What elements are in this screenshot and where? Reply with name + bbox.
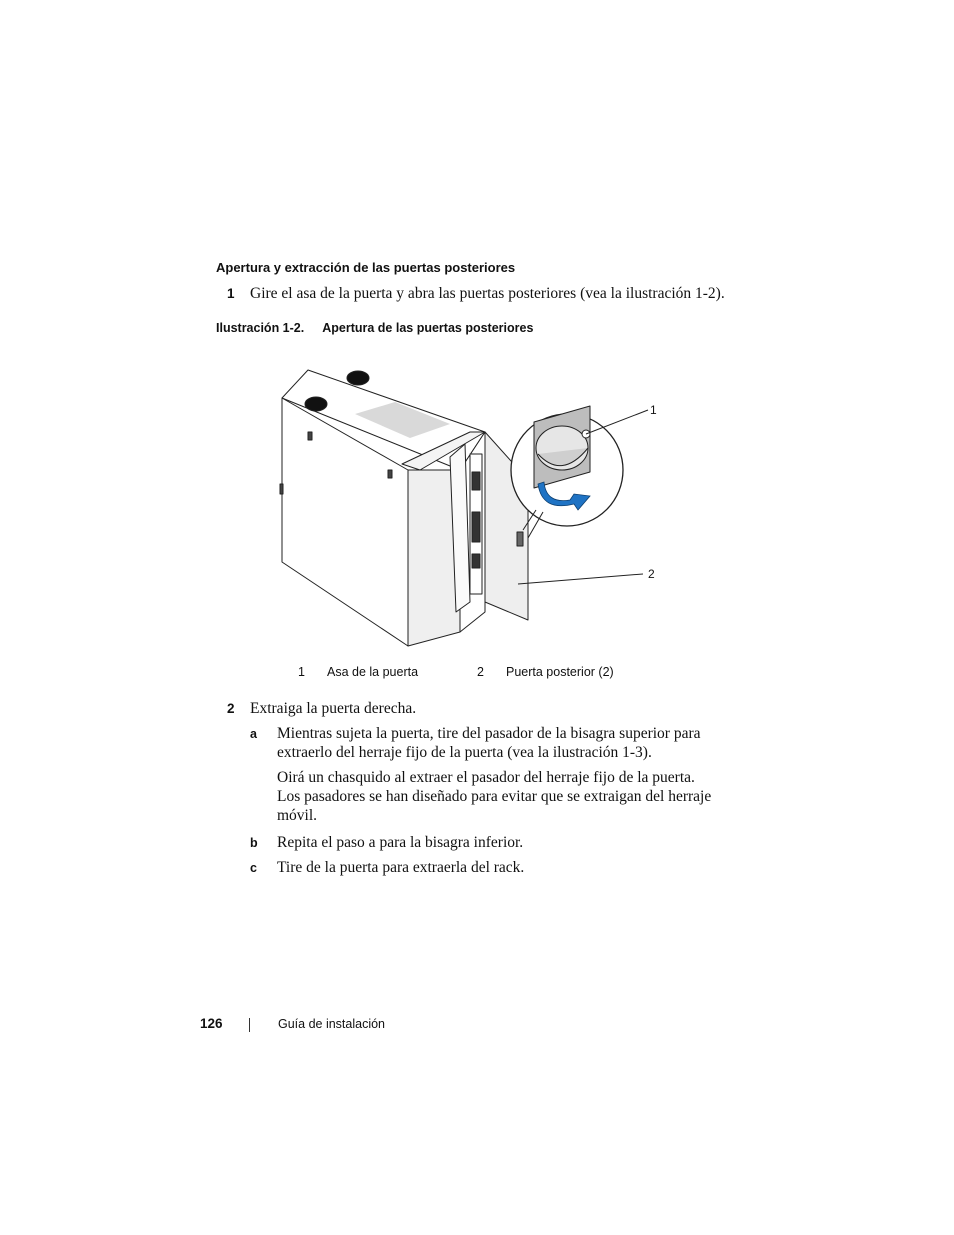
substep-b-text: Repita el paso a para la bisagra inferior. (277, 834, 524, 851)
callout-2: 2 (648, 567, 655, 581)
substep-b-letter: b (250, 836, 258, 850)
substep-a-note: Oirá un chasquido al extraer el pasador del herraje fijo de la puerta. Los pasadores se han diseñado para evitar que se extraigan del herraje móvil. (277, 769, 712, 824)
substep-c-text: Tire de la puerta para extraerla del rack. (277, 859, 525, 876)
substep-a-text: Mientras sujeta la puerta, tire del pasador de la bisagra superior para extraerlo del herraje fijo de la puerta (vea la ilustración 1-3). (277, 725, 701, 761)
step-1-number: 1 (227, 286, 235, 301)
step-2-number: 2 (227, 701, 235, 716)
callout-1: 1 (650, 403, 657, 417)
footer-doc-title: Guía de instalación (278, 1017, 386, 1031)
figure-caption-title: Apertura de las puertas posteriores (322, 321, 534, 335)
substep-c-letter: c (250, 861, 257, 875)
page-number: 126 (200, 1016, 223, 1031)
rack-rear-doors-illustration (270, 362, 670, 652)
substep-a-letter: a (250, 727, 257, 741)
figure-caption-label: Ilustración 1-2. (216, 321, 305, 335)
legend-1-number: 1 (298, 665, 305, 679)
section-heading: Apertura y extracción de las puertas posteriores (216, 260, 516, 275)
step-2-text: Extraiga la puerta derecha. (250, 700, 417, 717)
figure-caption (216, 321, 533, 335)
footer-separator (249, 1018, 250, 1032)
legend-2-label: Puerta posterior (2) (506, 665, 614, 679)
step-1-text: Gire el asa de la puerta y abra las puertas posteriores (vea la ilustración 1-2). (250, 285, 725, 302)
legend-2-number: 2 (477, 665, 484, 679)
legend-1-label: Asa de la puerta (327, 665, 419, 679)
